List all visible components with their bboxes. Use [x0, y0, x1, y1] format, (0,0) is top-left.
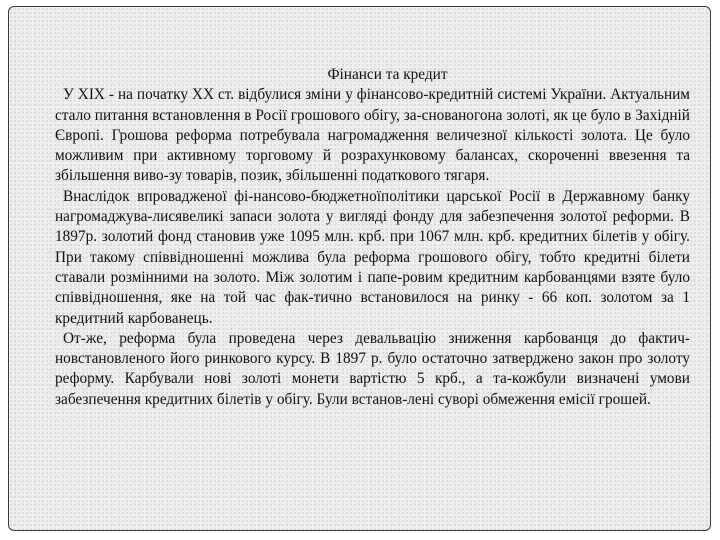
slide-title: Фінанси та кредит — [327, 66, 448, 83]
paragraph-3: От-же, реформа була проведена через девальвацію зниження карбованця до фактич-новстановленого його ринкового курсу. В 1897 р. було остаточно затверджено закон про золоту реформу. Карбували нові золоті монети вартістю 5 крб., а та-кожбули визначені умови забезпечення кредитних білетів у обігу. Були встанов-лені суворі обмеження емісії грошей. — [55, 329, 690, 408]
paragraph-2: Внаслідок впровадженої фі-нансово-бюджетноїполітики царської Росії в Державному банку нагромаджува-лисявеликі запаси золота у вигляді фонду для забезпечення золотої реформи. В 1897р. золотий фонд становив уже 1095 млн. крб. при 1067 млн. крб. кредитних білетів у обігу. При такому співвідношенні можлива була реформа грошового обігу, тобто кредитні білети ставали розмінними на золото. Між золотим і папе-ровим кредитним карбованцями взяте було співвідношення, яке на той час фак-тично встановилося на ринку - 66 коп. золотом за 1 кредитний карбованець. — [55, 187, 690, 327]
slide-content — [55, 65, 690, 410]
paragraph-1: У XIX - на початку XX ст. відбулися зміни у фінансово-кредитній системі України. Актуальним стало питання встановлення в Росії грошового обігу, за-снованогона золоті, як це було в Західній Європі. Грошова реформа потребувала нагромадження величезної кількості золота. Це було можливим при активному торговому й розрахунковому балансах, скороченні ввезення та збільшення виво-зу товарів, позик, збільшенні податкового тягаря. — [55, 86, 690, 185]
